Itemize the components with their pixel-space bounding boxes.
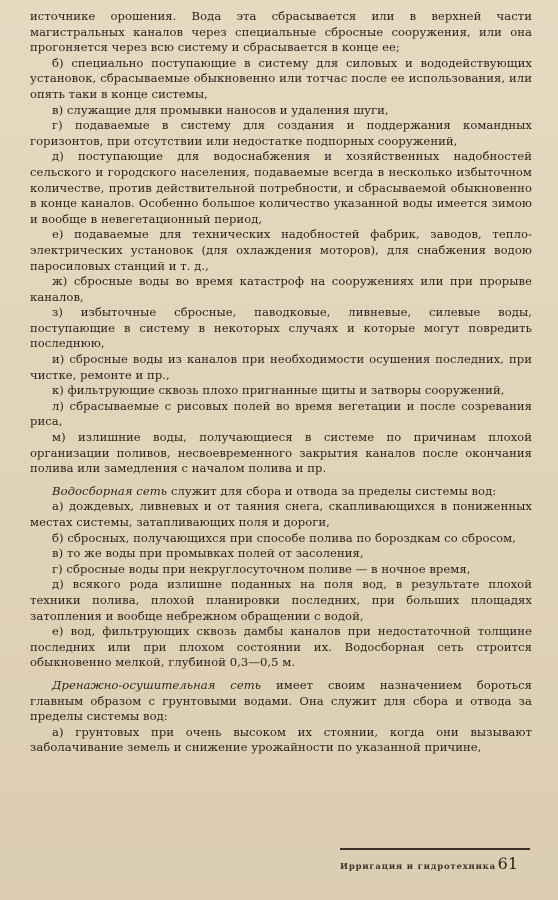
paragraph-text: а) грунтовых при очень высоком их стоянии, когда они вызывают заболачивание земель и снижение урожайности по указанной причине, (30, 724, 532, 755)
list-item (30, 624, 532, 671)
paragraph-text: г) подаваемые в систему для создания и поддержания командных горизонтов, при отсутствии или недостатке подпорных сооружений, (30, 118, 532, 148)
list-item (30, 546, 532, 562)
paragraph-text: в) то же воды при промывках полей от засоления, (52, 546, 364, 561)
list-item (30, 399, 532, 430)
paragraph-text: ж) сбросные воды во время катастроф на сооружениях или при прорыве каналов, (30, 274, 532, 304)
list-item (30, 56, 532, 103)
section-paragraph (30, 678, 532, 725)
paragraph-text: е) вод, фильтрующих сквозь дамбы каналов при недостаточной толщине последних или при плохом состоянии их. Водосборная сеть строится обыкновенно мелкой, глубиной 0,3—0,5 м. (30, 624, 532, 670)
list-item (30, 531, 532, 547)
page-number: 61 (497, 854, 518, 873)
paragraph-text: и) сбросные воды из каналов при необходимости осушения последних, при чистке, ремонте и пр., (30, 352, 532, 382)
list-item (30, 352, 532, 383)
list-item (30, 305, 532, 352)
paragraph-gap (30, 671, 532, 678)
paragraph-text: б) сбросных, получающихся при способе полива по бороздкам со сбросом, (52, 530, 516, 545)
list-item (30, 118, 532, 149)
paragraph-text: м) излишние воды, получающиеся в системе по причинам плохой организации поливов, несвоевременного закрытия каналов после окончания полива или замедления с началом полива и пр. (30, 430, 532, 476)
paragraph-text: г) сбросные воды при некруглосуточном поливе — в ночное время, (52, 561, 471, 576)
running-title: Ирригация и гидротехника (340, 862, 496, 872)
paragraph-text: б) специально поступающие в систему для силовых и вододействующих установок, сбрасываемые обыкновенно или тотчас после ее использования, или опять таки в конце системы, (30, 55, 532, 101)
paragraph-gap (30, 477, 532, 484)
list-item (30, 227, 532, 274)
paragraph-text: д) всякого рода излишне поданных на поля вод, в результате плохой техники полива, плохой планировки последних, при больших площадях затопления и вообще небрежном обращении с водой, (30, 577, 532, 623)
list-item (30, 577, 532, 624)
list-item (30, 9, 532, 56)
list-item (30, 149, 532, 227)
section-term: Дренажно-осушительная сеть (52, 677, 262, 692)
paragraph-text: имеет своим назначением бороться главным образом с грунтовыми водами. Она служит для сбора и отвода за пределы системы вод: (30, 677, 532, 724)
list-item (30, 274, 532, 305)
paragraph-text: в) служащие для промывки наносов и удаления шуги, (52, 102, 389, 117)
list-item (30, 562, 532, 578)
page-body (30, 9, 532, 756)
paragraph-text: к) фильтрующие сквозь плохо пригнанные щиты и затворы сооружений, (52, 383, 505, 398)
paragraph-text: з) избыточные сбросные, паводковые, ливневые, силевые воды, поступающие в систему в некоторых случаях и которые могут повредить последнюю, (30, 305, 532, 351)
paragraph-text: источнике орошения. Вода эта сбрасывается или в верхней части магистральных каналов через специальные сбросные сооружения, или она прогоняется через всю систему и сбрасывается в конце ее; (30, 9, 532, 55)
list-item (30, 430, 532, 477)
list-item (30, 725, 532, 756)
section-term: Водосборная сеть (52, 483, 168, 498)
paragraph-text: д) поступающие для водоснабжения и хозяйственных надобностей сельского и городского населения, подаваемые всегда в несколько избыточном количестве, против действительной потребности, и сбрасываемой обыкновенно в конце каналов. Особенно большое количество указанной воды имеется зимою и вообще в невегетационный период, (30, 149, 532, 226)
paragraph-text: служит для сбора и отвода за пределы системы вод: (167, 483, 497, 498)
section-paragraph (30, 484, 532, 500)
page-footer (340, 848, 530, 873)
paragraph-text: л) сбрасываемые с рисовых полей во время вегетации и после созревания риса, (30, 398, 532, 429)
paragraph-text: е) подаваемые для технических надобностей фабрик, заводов, тепло-электрических установок (для охлаждения моторов), для снабжения водою паросиловых станций и т. д., (30, 227, 532, 273)
list-item (30, 383, 532, 399)
list-item (30, 499, 532, 530)
paragraph-text: а) дождевых, ливневых и от таяния снега, скапливающихся в пониженных местах системы, затапливающих поля и дороги, (30, 499, 532, 529)
list-item (30, 103, 532, 119)
